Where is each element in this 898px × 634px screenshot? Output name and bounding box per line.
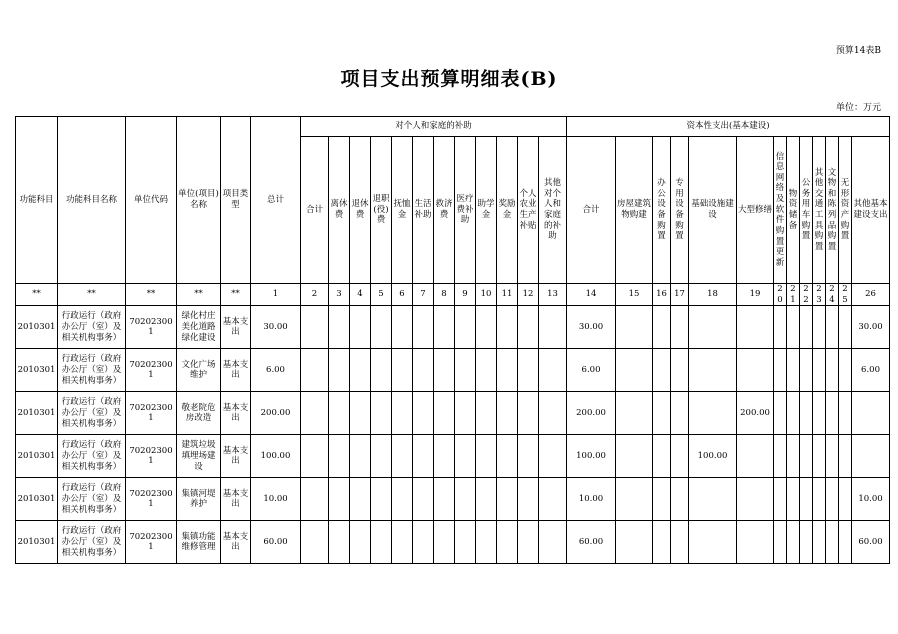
header-func-name: 功能科目名称	[58, 117, 126, 284]
cell-capital	[616, 306, 653, 349]
cell-project-type: 基本支出	[221, 521, 251, 564]
cell-capital-repair	[737, 349, 774, 392]
cell-personal	[476, 306, 497, 349]
cell-func-name: 行政运行（政府办公厅（室）及相关机构事务）	[58, 349, 126, 392]
cell-personal	[455, 306, 476, 349]
cell-personal	[434, 435, 455, 478]
cell-personal	[329, 392, 350, 435]
index-cell: **	[126, 284, 177, 306]
cell-personal	[539, 306, 567, 349]
cell-capital	[774, 392, 787, 435]
index-cell: 14	[567, 284, 616, 306]
cell-capital	[671, 349, 689, 392]
cell-personal	[539, 392, 567, 435]
index-cell: 5	[371, 284, 392, 306]
cell-func-code: 2010301	[16, 392, 58, 435]
cell-capital	[800, 392, 813, 435]
index-row	[16, 284, 890, 306]
cell-capital-total: 10.00	[567, 478, 616, 521]
header-project-type: 项目类型	[221, 117, 251, 284]
cell-personal	[350, 306, 371, 349]
cell-personal	[329, 435, 350, 478]
cell-capital	[813, 478, 826, 521]
table-row	[16, 392, 890, 435]
cell-personal	[476, 521, 497, 564]
cell-personal	[434, 478, 455, 521]
header-personal-col: 退休费	[350, 137, 371, 284]
index-cell: 2	[301, 284, 329, 306]
cell-capital	[671, 392, 689, 435]
cell-project-name: 文化广场维护	[177, 349, 221, 392]
cell-project-type: 基本支出	[221, 478, 251, 521]
cell-capital	[839, 349, 852, 392]
table-row	[16, 306, 890, 349]
cell-capital	[653, 435, 671, 478]
index-cell: 1	[251, 284, 301, 306]
index-cell: **	[221, 284, 251, 306]
cell-capital-infrastructure	[689, 521, 737, 564]
cell-capital-other	[852, 392, 890, 435]
index-cell: **	[16, 284, 58, 306]
cell-func-name: 行政运行（政府办公厅（室）及相关机构事务）	[58, 478, 126, 521]
cell-personal	[392, 349, 413, 392]
cell-capital-infrastructure	[689, 349, 737, 392]
cell-personal	[539, 349, 567, 392]
index-cell: 12	[518, 284, 539, 306]
cell-personal	[476, 478, 497, 521]
cell-capital	[616, 478, 653, 521]
cell-personal	[518, 392, 539, 435]
cell-capital	[616, 521, 653, 564]
index-cell: 11	[497, 284, 518, 306]
cell-personal	[455, 521, 476, 564]
cell-personal	[455, 478, 476, 521]
index-cell: 13	[539, 284, 567, 306]
cell-capital-repair	[737, 306, 774, 349]
header-personal-col: 抚恤金	[392, 137, 413, 284]
index-cell: **	[58, 284, 126, 306]
header-personal-col: 个人农业生产补贴	[518, 137, 539, 284]
cell-capital	[787, 306, 800, 349]
cell-personal	[392, 392, 413, 435]
cell-personal	[518, 349, 539, 392]
cell-personal	[350, 349, 371, 392]
header-capital-col: 其他交通工具购置	[813, 137, 826, 284]
cell-personal	[518, 435, 539, 478]
cell-personal	[518, 478, 539, 521]
cell-capital-repair: 200.00	[737, 392, 774, 435]
header-personal-col: 离休费	[329, 137, 350, 284]
cell-personal	[518, 521, 539, 564]
cell-capital-infrastructure	[689, 306, 737, 349]
cell-total: 30.00	[251, 306, 301, 349]
cell-capital	[839, 478, 852, 521]
header-capital-col: 办公设备购置	[653, 137, 671, 284]
cell-personal	[329, 349, 350, 392]
cell-capital	[787, 349, 800, 392]
cell-personal	[413, 392, 434, 435]
cell-personal	[392, 478, 413, 521]
index-cell: 19	[737, 284, 774, 306]
header-capital-col: 文物和陈列品购置	[826, 137, 839, 284]
header-capital-col: 信息网络及软件购置更新	[774, 137, 787, 284]
header-personal-col: 奖励金	[497, 137, 518, 284]
cell-personal	[497, 349, 518, 392]
cell-personal	[371, 392, 392, 435]
index-cell: 6	[392, 284, 413, 306]
header-personal-col: 救济费	[434, 137, 455, 284]
cell-personal	[476, 435, 497, 478]
cell-personal	[539, 435, 567, 478]
table-row	[16, 521, 890, 564]
header-personal-col: 退职(役)费	[371, 137, 392, 284]
cell-personal	[455, 349, 476, 392]
cell-personal	[476, 392, 497, 435]
header-capital-col: 物资储备	[787, 137, 800, 284]
header-total: 总计	[251, 117, 301, 284]
cell-personal	[413, 306, 434, 349]
table-row	[16, 349, 890, 392]
cell-capital	[800, 435, 813, 478]
cell-capital-total: 6.00	[567, 349, 616, 392]
cell-func-code: 2010301	[16, 521, 58, 564]
header-unit-code: 单位代码	[126, 117, 177, 284]
cell-capital	[653, 306, 671, 349]
cell-total: 100.00	[251, 435, 301, 478]
cell-personal	[539, 521, 567, 564]
cell-personal	[434, 349, 455, 392]
cell-personal	[476, 349, 497, 392]
cell-personal	[455, 392, 476, 435]
index-cell: 15	[616, 284, 653, 306]
header-group-capital: 资本性支出(基本建设)	[567, 117, 890, 137]
cell-capital	[800, 349, 813, 392]
cell-capital	[671, 435, 689, 478]
cell-capital	[787, 435, 800, 478]
index-cell: 9	[455, 284, 476, 306]
cell-capital	[800, 478, 813, 521]
cell-capital-repair	[737, 435, 774, 478]
cell-personal	[301, 521, 329, 564]
cell-personal	[350, 478, 371, 521]
cell-capital	[774, 435, 787, 478]
header-capital-col: 公务用车购置	[800, 137, 813, 284]
cell-personal	[497, 521, 518, 564]
cell-capital-repair	[737, 478, 774, 521]
header-func-code: 功能科目	[16, 117, 58, 284]
cell-capital	[813, 521, 826, 564]
cell-personal	[371, 349, 392, 392]
cell-personal	[392, 306, 413, 349]
cell-capital	[671, 521, 689, 564]
cell-capital	[826, 306, 839, 349]
cell-personal	[301, 349, 329, 392]
cell-capital	[774, 521, 787, 564]
cell-capital	[839, 306, 852, 349]
budget-table	[15, 116, 890, 564]
cell-capital-other: 30.00	[852, 306, 890, 349]
cell-personal	[329, 306, 350, 349]
cell-capital	[616, 392, 653, 435]
cell-unit-code: 702023001	[126, 306, 177, 349]
header-capital-col: 大型修缮	[737, 137, 774, 284]
header-personal-col: 医疗费补助	[455, 137, 476, 284]
cell-personal	[413, 435, 434, 478]
unit-label: 单位：万元	[835, 103, 881, 113]
cell-unit-code: 702023001	[126, 478, 177, 521]
header-personal-col: 助学金	[476, 137, 497, 284]
table-row	[16, 435, 890, 478]
cell-capital	[800, 306, 813, 349]
cell-unit-code: 702023001	[126, 435, 177, 478]
cell-personal	[301, 392, 329, 435]
cell-personal	[497, 478, 518, 521]
cell-personal	[371, 435, 392, 478]
cell-total: 10.00	[251, 478, 301, 521]
index-cell: 7	[413, 284, 434, 306]
header-personal-col: 其他对个人和家庭的补助	[539, 137, 567, 284]
cell-func-name: 行政运行（政府办公厅（室）及相关机构事务）	[58, 435, 126, 478]
cell-func-name: 行政运行（政府办公厅（室）及相关机构事务）	[58, 521, 126, 564]
index-cell: 22	[800, 284, 813, 306]
cell-total: 6.00	[251, 349, 301, 392]
cell-capital	[787, 478, 800, 521]
index-cell: 25	[839, 284, 852, 306]
cell-capital	[653, 392, 671, 435]
cell-capital	[616, 435, 653, 478]
cell-capital	[826, 349, 839, 392]
cell-capital	[826, 435, 839, 478]
cell-capital	[813, 349, 826, 392]
cell-capital	[653, 349, 671, 392]
cell-capital-infrastructure	[689, 478, 737, 521]
cell-capital	[787, 392, 800, 435]
cell-personal	[371, 521, 392, 564]
cell-capital	[671, 478, 689, 521]
cell-project-type: 基本支出	[221, 435, 251, 478]
cell-personal	[497, 435, 518, 478]
cell-capital-total: 200.00	[567, 392, 616, 435]
index-cell: 10	[476, 284, 497, 306]
cell-capital	[774, 306, 787, 349]
cell-capital-total: 30.00	[567, 306, 616, 349]
cell-personal	[392, 435, 413, 478]
cell-capital	[774, 349, 787, 392]
cell-personal	[497, 306, 518, 349]
cell-capital	[839, 392, 852, 435]
cell-personal	[350, 392, 371, 435]
cell-capital	[653, 521, 671, 564]
data-rows	[16, 306, 890, 564]
cell-personal	[413, 521, 434, 564]
cell-project-name: 集镇河堤养护	[177, 478, 221, 521]
cell-func-code: 2010301	[16, 349, 58, 392]
cell-capital	[826, 392, 839, 435]
cell-capital	[839, 521, 852, 564]
cell-unit-code: 702023001	[126, 392, 177, 435]
cell-capital	[826, 521, 839, 564]
cell-capital	[839, 435, 852, 478]
header-capital-col: 专用设备购置	[671, 137, 689, 284]
cell-personal	[539, 478, 567, 521]
header-capital-col: 合计	[567, 137, 616, 284]
cell-capital	[787, 521, 800, 564]
cell-unit-code: 702023001	[126, 349, 177, 392]
cell-capital	[774, 478, 787, 521]
cell-personal	[434, 306, 455, 349]
cell-personal	[434, 392, 455, 435]
header-unit-project: 单位(项目)名称	[177, 117, 221, 284]
cell-capital-infrastructure	[689, 392, 737, 435]
cell-func-name: 行政运行（政府办公厅（室）及相关机构事务）	[58, 392, 126, 435]
cell-capital-repair	[737, 521, 774, 564]
index-cell: 24	[826, 284, 839, 306]
cell-personal	[301, 435, 329, 478]
cell-capital-other: 10.00	[852, 478, 890, 521]
cell-total: 60.00	[251, 521, 301, 564]
cell-project-name: 建筑垃圾填埋场建设	[177, 435, 221, 478]
index-cell: 4	[350, 284, 371, 306]
cell-capital	[813, 435, 826, 478]
index-cell: 8	[434, 284, 455, 306]
header-capital-col: 其他基本建设支出	[852, 137, 890, 284]
cell-capital	[813, 392, 826, 435]
cell-func-code: 2010301	[16, 306, 58, 349]
cell-personal	[329, 521, 350, 564]
cell-personal	[329, 478, 350, 521]
header-capital-col: 房屋建筑物购建	[616, 137, 653, 284]
cell-project-type: 基本支出	[221, 349, 251, 392]
header-personal-col: 生活补助	[413, 137, 434, 284]
header-row-group	[16, 117, 890, 137]
cell-capital	[826, 478, 839, 521]
cell-personal	[371, 478, 392, 521]
index-cell: 18	[689, 284, 737, 306]
cell-personal	[350, 435, 371, 478]
header-capital-col: 基础设施建设	[689, 137, 737, 284]
cell-project-type: 基本支出	[221, 392, 251, 435]
cell-personal	[301, 306, 329, 349]
page-title: 项目支出预算明细表(B)	[340, 68, 558, 90]
cell-capital-other: 60.00	[852, 521, 890, 564]
cell-personal	[392, 521, 413, 564]
index-cell: 16	[653, 284, 671, 306]
cell-personal	[350, 521, 371, 564]
cell-capital	[813, 306, 826, 349]
cell-total: 200.00	[251, 392, 301, 435]
cell-capital-infrastructure: 100.00	[689, 435, 737, 478]
index-cell: 3	[329, 284, 350, 306]
cell-func-code: 2010301	[16, 478, 58, 521]
cell-project-name: 绿化村庄美化道路绿化建设	[177, 306, 221, 349]
cell-personal	[455, 435, 476, 478]
cell-capital-other: 6.00	[852, 349, 890, 392]
header-capital-col: 无形资产购置	[839, 137, 852, 284]
header-group-personal: 对个人和家庭的补助	[301, 117, 567, 137]
index-cell: 20	[774, 284, 787, 306]
index-cell: 23	[813, 284, 826, 306]
cell-capital	[800, 521, 813, 564]
cell-personal	[371, 306, 392, 349]
cell-personal	[301, 478, 329, 521]
index-cell: 21	[787, 284, 800, 306]
cell-capital-total: 100.00	[567, 435, 616, 478]
cell-capital-total: 60.00	[567, 521, 616, 564]
cell-func-name: 行政运行（政府办公厅（室）及相关机构事务）	[58, 306, 126, 349]
index-cell: **	[177, 284, 221, 306]
cell-func-code: 2010301	[16, 435, 58, 478]
form-code: 预算14表B	[835, 46, 881, 56]
header-personal-col: 合计	[301, 137, 329, 284]
cell-project-name: 集镇功能维修管理	[177, 521, 221, 564]
cell-capital	[616, 349, 653, 392]
cell-capital	[653, 478, 671, 521]
index-cell: 26	[852, 284, 890, 306]
cell-project-type: 基本支出	[221, 306, 251, 349]
index-cell: 17	[671, 284, 689, 306]
cell-personal	[434, 521, 455, 564]
cell-capital	[671, 306, 689, 349]
cell-unit-code: 702023001	[126, 521, 177, 564]
cell-personal	[518, 306, 539, 349]
cell-personal	[413, 349, 434, 392]
table-row	[16, 478, 890, 521]
cell-capital-other	[852, 435, 890, 478]
cell-project-name: 敬老院危房改造	[177, 392, 221, 435]
cell-personal	[497, 392, 518, 435]
cell-personal	[413, 478, 434, 521]
